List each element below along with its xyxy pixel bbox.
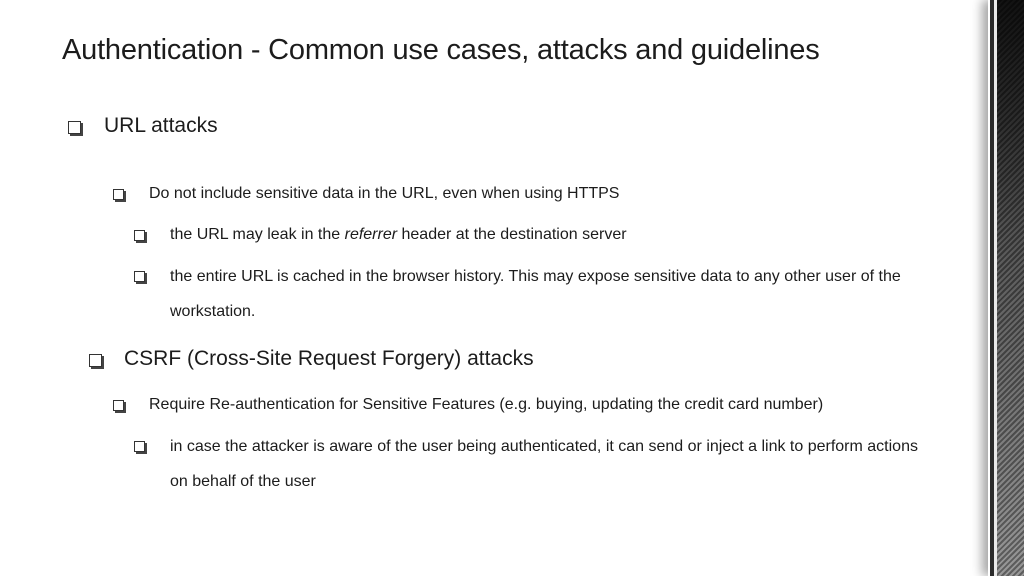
checkbox-bullet-icon	[113, 189, 124, 200]
subpoint-browser-history: the entire URL is cached in the browser history. This may expose sensitive data to any other user of the workstation.	[170, 268, 901, 320]
section-heading-url-attacks: URL attacks	[104, 114, 218, 137]
section-heading-csrf: CSRF (Cross-Site Request Forgery) attacks	[124, 347, 534, 370]
slide-title: Authentication - Common use cases, attacks and guidelines	[62, 34, 820, 66]
subpoint-referrer-leak	[170, 226, 627, 244]
checkbox-bullet-icon	[134, 441, 145, 452]
point-sensitive-data-url: Do not include sensitive data in the URL, even when using HTTPS	[149, 185, 620, 202]
point-reauthentication: Require Re-authentication for Sensitive Features (e.g. buying, updating the credit card number)	[149, 396, 824, 413]
decorative-side-strip	[988, 0, 1024, 576]
subpoint-referrer-before: the URL may leak in the	[170, 226, 345, 243]
checkbox-bullet-icon	[134, 230, 145, 241]
checkbox-bullet-icon	[113, 400, 124, 411]
subpoint-referrer-after: header at the destination server	[397, 226, 627, 243]
checkbox-bullet-icon	[68, 121, 81, 134]
subpoint-referrer-emphasis: referrer	[344, 226, 398, 243]
subpoint-attacker-link: in case the attacker is aware of the user being authenticated, it can send or inject a link to perform actions on behalf of the user	[170, 438, 918, 490]
checkbox-bullet-icon	[89, 354, 102, 367]
checkbox-bullet-icon	[134, 271, 145, 282]
